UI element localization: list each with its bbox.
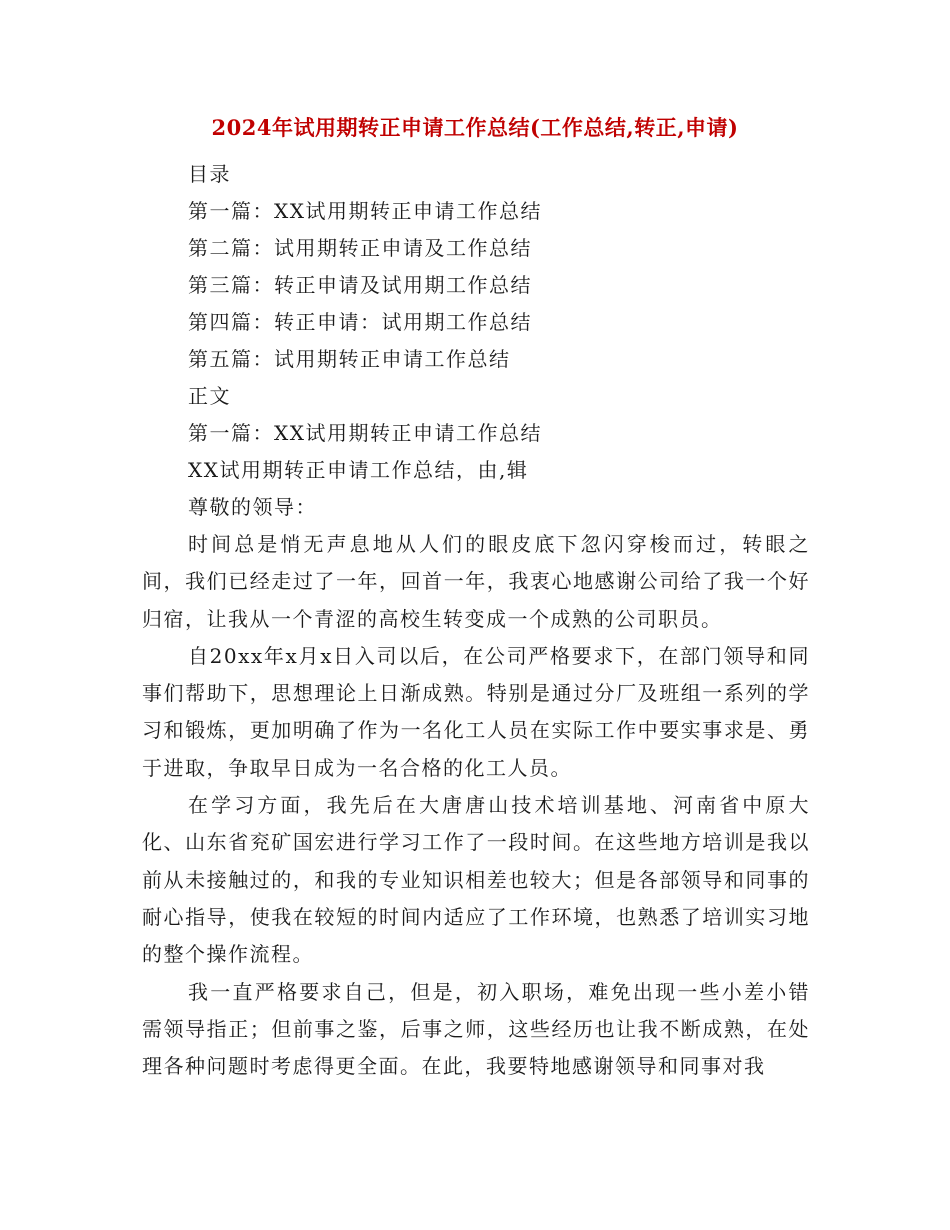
toc-item-1: 第一篇：XX试用期转正申请工作总结 <box>188 199 542 223</box>
toc-item-2: 第二篇：试用期转正申请及工作总结 <box>188 236 532 260</box>
toc-item-3: 第三篇：转正申请及试用期工作总结 <box>188 273 532 297</box>
paragraph: 自20xx年x月x日入司以后，在公司严格要求下，在部门领导和同事们帮助下，思想理论上日渐成熟。特别是通过分厂及班组一系列的学习和锻炼，更加明确了作为一名化工人员在实际工作中要实事求是、勇于进取，争取早日成为一名合格的化工人员。 <box>142 643 810 780</box>
toc-heading: 目录 <box>188 162 231 186</box>
paragraph: 在学习方面，我先后在大唐唐山技术培训基地、河南省中原大化、山东省兖矿国宏进行学习工作了一段时间。在这些地方培训是我以前从未接触过的，和我的专业知识相差也较大；但是各部领导和同事的耐心指导，使我在较短的时间内适应了工作环境，也熟悉了培训实习地的整个操作流程。 <box>142 793 810 967</box>
body-heading: 正文 <box>188 384 231 408</box>
salutation: 尊敬的领导： <box>188 495 317 519</box>
paragraph: 我一直严格要求自己，但是，初入职场，难免出现一些小差小错需领导指正；但前事之鉴，后事之师，这些经历也让我不断成熟，在处理各种问题时考虑得更全面。在此，我要特地感谢领导和同事对我 <box>142 979 810 1079</box>
chapter-subtitle: XX试用期转正申请工作总结，由,辑 <box>188 458 529 482</box>
paragraph: 时间总是悄无声息地从人们的眼皮底下忽闪穿梭而过，转眼之间，我们已经走过了一年，回首一年，我衷心地感谢公司给了我一个好归宿，让我从一个青涩的高校生转变成一个成熟的公司职员。 <box>142 532 810 631</box>
chapter-heading: 第一篇：XX试用期转正申请工作总结 <box>188 421 542 445</box>
toc-item-5: 第五篇：试用期转正申请工作总结 <box>188 347 511 371</box>
document-title: 2024年试用期转正申请工作总结(工作总结,转正,申请) <box>211 115 739 140</box>
toc-item-4: 第四篇：转正申请：试用期工作总结 <box>188 310 532 334</box>
document-body <box>142 156 810 1085</box>
